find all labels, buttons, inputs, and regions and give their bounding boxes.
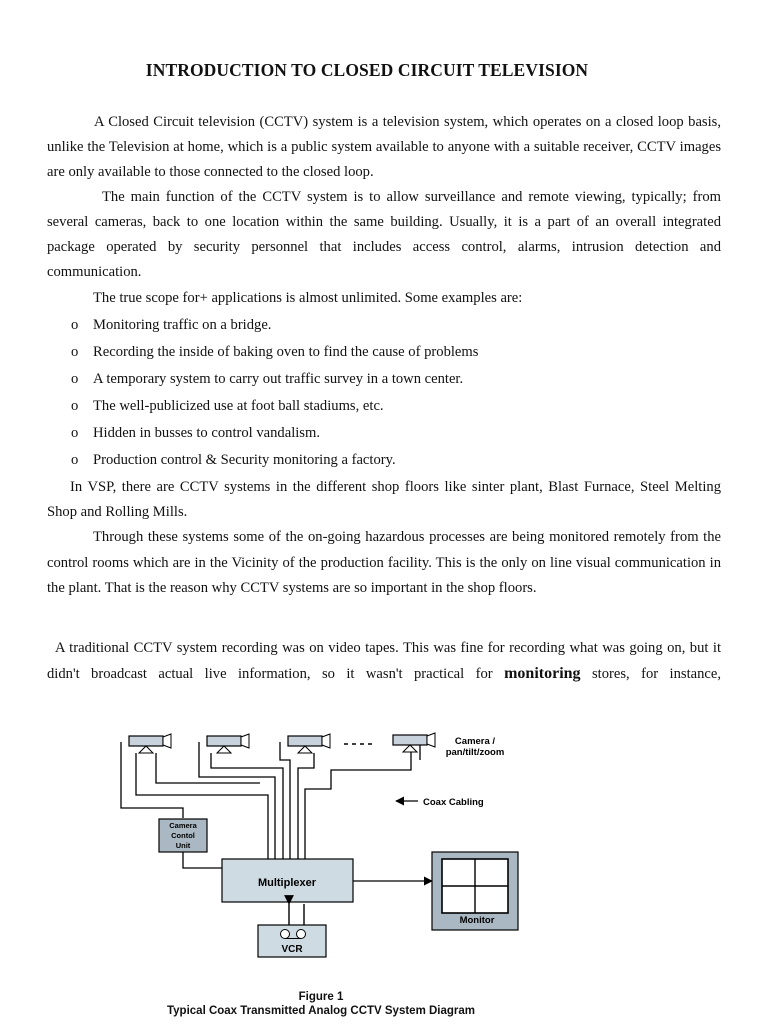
- bullet-marker: o: [71, 371, 79, 387]
- list-item-text: The well-publicized use at foot ball stadiums, etc.: [93, 398, 384, 414]
- paragraph-intro: A Closed Circuit television (CCTV) system is a television system, which operates on a closed loop basis, unlike the Television at home, which is a public system available to anyone with a suitable receiver, CCTV images are only available to those connected to the closed loop.: [47, 114, 721, 180]
- paragraph-text-c: stores, for instance,: [580, 666, 722, 682]
- list-item-text: Hidden in busses to control vandalism.: [93, 425, 320, 441]
- paragraph-main-function: The main function of the CCTV system is to allow surveillance and remote viewing, typically; from several cameras, back to one location within the same building. Usually, it is a part of an overall integrated package operated by security personnel that includes access control, alarms, intrusion detection and communication.: [47, 189, 721, 280]
- multiplexer-label: Multiplexer: [257, 877, 317, 889]
- paragraph-vsp: In VSP, there are CCTV systems in the different shop floors like sinter plant, Blast Furnace, Steel Melting Shop and Rolling Mills.: [47, 479, 721, 520]
- paragraph-hazardous: Through these systems some of the on-going hazardous processes are being monitored remotely from the control rooms which are in the Vicinity of the production facility. This is the only on line visual communication in the plant. That is the reason why CCTV systems are so important in the shop floors.: [47, 529, 721, 596]
- figure-caption: Typical Coax Transmitted Analog CCTV System Diagram: [166, 1005, 476, 1017]
- ccu-label-line1: Camera: [169, 821, 197, 830]
- list-item-text: A temporary system to carry out traffic survey in a town center.: [93, 371, 464, 387]
- list-item-text: Monitoring traffic on a bridge.: [93, 317, 272, 333]
- bullet-marker: o: [71, 317, 79, 333]
- camera-label-line2: pan/tilt/zoom: [445, 747, 505, 758]
- ccu-label-line3: Unit: [175, 841, 191, 850]
- camera-label-line1: Camera /: [454, 736, 496, 747]
- ccu-label-line2: Contol: [171, 831, 195, 840]
- camera-icon: [207, 734, 249, 753]
- bullet-marker: o: [71, 398, 79, 414]
- coax-label: Coax Cabling: [423, 797, 484, 808]
- bullet-marker: o: [71, 344, 79, 360]
- page-title: INTRODUCTION TO CLOSED CIRCUIT TELEVISION: [145, 60, 589, 80]
- vcr-label: VCR: [281, 944, 303, 955]
- paragraph-text-a: A traditional CCTV system recording was on video tapes. This was fine for recording what was going on, but it didn't broadcast actual live information, so it wasn't practical for: [47, 640, 721, 682]
- camera-icon: [393, 733, 435, 752]
- bullet-marker: o: [71, 425, 79, 441]
- monitor-label: Monitor: [459, 915, 495, 926]
- camera-icon: [288, 734, 330, 753]
- paragraph-emphasis: monitoring: [504, 665, 581, 682]
- figure-number: Figure 1: [298, 991, 344, 1003]
- bullet-marker: o: [71, 452, 79, 468]
- camera-icon: [129, 734, 171, 753]
- list-item-text: Production control & Security monitoring a factory.: [93, 452, 396, 468]
- list-item-text: Recording the inside of baking oven to find the cause of problems: [93, 344, 479, 360]
- paragraph-scope: The true scope for+ applications is almost unlimited. Some examples are:: [93, 290, 523, 306]
